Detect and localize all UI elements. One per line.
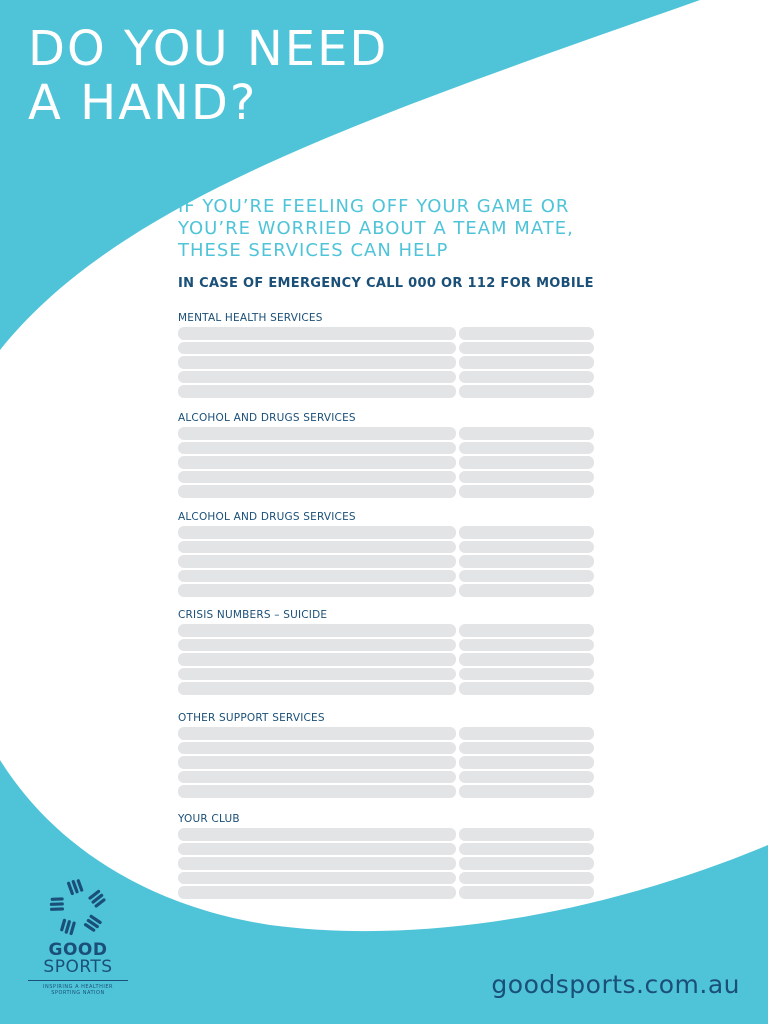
form-row <box>178 485 594 498</box>
form-row <box>178 727 594 740</box>
phone-number-field[interactable] <box>459 857 594 870</box>
form-row <box>178 668 594 681</box>
website-url[interactable]: goodsports.com.au <box>491 970 740 999</box>
service-name-field[interactable] <box>178 843 456 856</box>
section-3 <box>178 510 594 599</box>
service-name-field[interactable] <box>178 427 456 440</box>
phone-number-field[interactable] <box>459 756 594 769</box>
form-row <box>178 756 594 769</box>
phone-number-field[interactable] <box>459 356 594 369</box>
phone-number-field[interactable] <box>459 639 594 652</box>
service-name-field[interactable] <box>178 541 456 554</box>
service-name-field[interactable] <box>178 371 456 384</box>
good-sports-logo <box>28 878 128 996</box>
phone-number-field[interactable] <box>459 442 594 455</box>
section-5 <box>178 711 594 800</box>
logo-divider <box>28 980 128 981</box>
service-name-field[interactable] <box>178 828 456 841</box>
form-row <box>178 639 594 652</box>
phone-number-field[interactable] <box>459 653 594 666</box>
service-name-field[interactable] <box>178 555 456 568</box>
service-name-field[interactable] <box>178 356 456 369</box>
phone-number-field[interactable] <box>459 327 594 340</box>
form-row <box>178 456 594 469</box>
form-row <box>178 624 594 637</box>
service-name-field[interactable] <box>178 570 456 583</box>
section-title: YOUR CLUB <box>178 813 240 825</box>
phone-number-field[interactable] <box>459 471 594 484</box>
form-row <box>178 327 594 340</box>
form-row <box>178 584 594 597</box>
form-row <box>178 771 594 784</box>
phone-number-field[interactable] <box>459 485 594 498</box>
form-row <box>178 886 594 899</box>
section-1 <box>178 311 594 400</box>
service-name-field[interactable] <box>178 456 456 469</box>
service-name-field[interactable] <box>178 857 456 870</box>
service-name-field[interactable] <box>178 526 456 539</box>
service-name-field[interactable] <box>178 442 456 455</box>
phone-number-field[interactable] <box>459 872 594 885</box>
form-row <box>178 843 594 856</box>
service-name-field[interactable] <box>178 624 456 637</box>
phone-number-field[interactable] <box>459 828 594 841</box>
form-row <box>178 785 594 798</box>
section-title: OTHER SUPPORT SERVICES <box>178 712 325 724</box>
subheading <box>178 196 648 262</box>
phone-number-field[interactable] <box>459 682 594 695</box>
form-row <box>178 742 594 755</box>
form-row <box>178 442 594 455</box>
section-6 <box>178 812 594 901</box>
form-row <box>178 342 594 355</box>
phone-number-field[interactable] <box>459 624 594 637</box>
form-row <box>178 828 594 841</box>
good-sports-star-icon <box>46 878 110 938</box>
phone-number-field[interactable] <box>459 427 594 440</box>
form-row <box>178 471 594 484</box>
service-name-field[interactable] <box>178 771 456 784</box>
form-row <box>178 555 594 568</box>
section-4 <box>178 608 594 697</box>
form-row <box>178 526 594 539</box>
phone-number-field[interactable] <box>459 342 594 355</box>
phone-number-field[interactable] <box>459 843 594 856</box>
section-title: ALCOHOL AND DRUGS SERVICES <box>178 511 356 523</box>
phone-number-field[interactable] <box>459 668 594 681</box>
subheading-line-3: THESE SERVICES CAN HELP <box>178 240 449 261</box>
service-name-field[interactable] <box>178 485 456 498</box>
headline <box>28 22 388 130</box>
section-title: ALCOHOL AND DRUGS SERVICES <box>178 412 356 424</box>
form-row <box>178 371 594 384</box>
form-row <box>178 872 594 885</box>
form-row <box>178 385 594 398</box>
phone-number-field[interactable] <box>459 385 594 398</box>
phone-number-field[interactable] <box>459 570 594 583</box>
phone-number-field[interactable] <box>459 785 594 798</box>
phone-number-field[interactable] <box>459 886 594 899</box>
form-row <box>178 653 594 666</box>
form-row <box>178 427 594 440</box>
service-name-field[interactable] <box>178 727 456 740</box>
logo-tagline-line-1: INSPIRING A HEALTHIER <box>43 984 113 990</box>
phone-number-field[interactable] <box>459 371 594 384</box>
service-name-field[interactable] <box>178 639 456 652</box>
service-name-field[interactable] <box>178 756 456 769</box>
form-row <box>178 570 594 583</box>
service-name-field[interactable] <box>178 682 456 695</box>
emergency-notice: IN CASE OF EMERGENCY CALL 000 OR 112 FOR MOBILE <box>178 276 594 291</box>
phone-number-field[interactable] <box>459 727 594 740</box>
section-title: MENTAL HEALTH SERVICES <box>178 312 323 324</box>
service-name-field[interactable] <box>178 584 456 597</box>
service-name-field[interactable] <box>178 872 456 885</box>
form-row <box>178 356 594 369</box>
section-2 <box>178 411 594 500</box>
logo-word-sports: SPORTS <box>43 957 113 977</box>
phone-number-field[interactable] <box>459 526 594 539</box>
logo-word-good: GOOD <box>48 940 108 960</box>
service-name-field[interactable] <box>178 653 456 666</box>
service-name-field[interactable] <box>178 342 456 355</box>
form-row <box>178 541 594 554</box>
phone-number-field[interactable] <box>459 771 594 784</box>
service-name-field[interactable] <box>178 327 456 340</box>
service-name-field[interactable] <box>178 668 456 681</box>
logo-tagline-line-2: SPORTING NATION <box>51 990 105 996</box>
service-name-field[interactable] <box>178 785 456 798</box>
subheading-line-2: YOU’RE WORRIED ABOUT A TEAM MATE, <box>178 218 574 239</box>
phone-number-field[interactable] <box>459 555 594 568</box>
headline-line-1: DO YOU NEED <box>28 21 389 77</box>
form-row <box>178 682 594 695</box>
service-name-field[interactable] <box>178 886 456 899</box>
form-row <box>178 857 594 870</box>
phone-number-field[interactable] <box>459 541 594 554</box>
service-name-field[interactable] <box>178 471 456 484</box>
phone-number-field[interactable] <box>459 584 594 597</box>
headline-line-2: A HAND? <box>28 75 258 131</box>
phone-number-field[interactable] <box>459 742 594 755</box>
phone-number-field[interactable] <box>459 456 594 469</box>
subheading-line-1: IF YOU’RE FEELING OFF YOUR GAME OR <box>178 196 570 217</box>
section-title: CRISIS NUMBERS – SUICIDE <box>178 609 328 621</box>
service-name-field[interactable] <box>178 385 456 398</box>
service-name-field[interactable] <box>178 742 456 755</box>
